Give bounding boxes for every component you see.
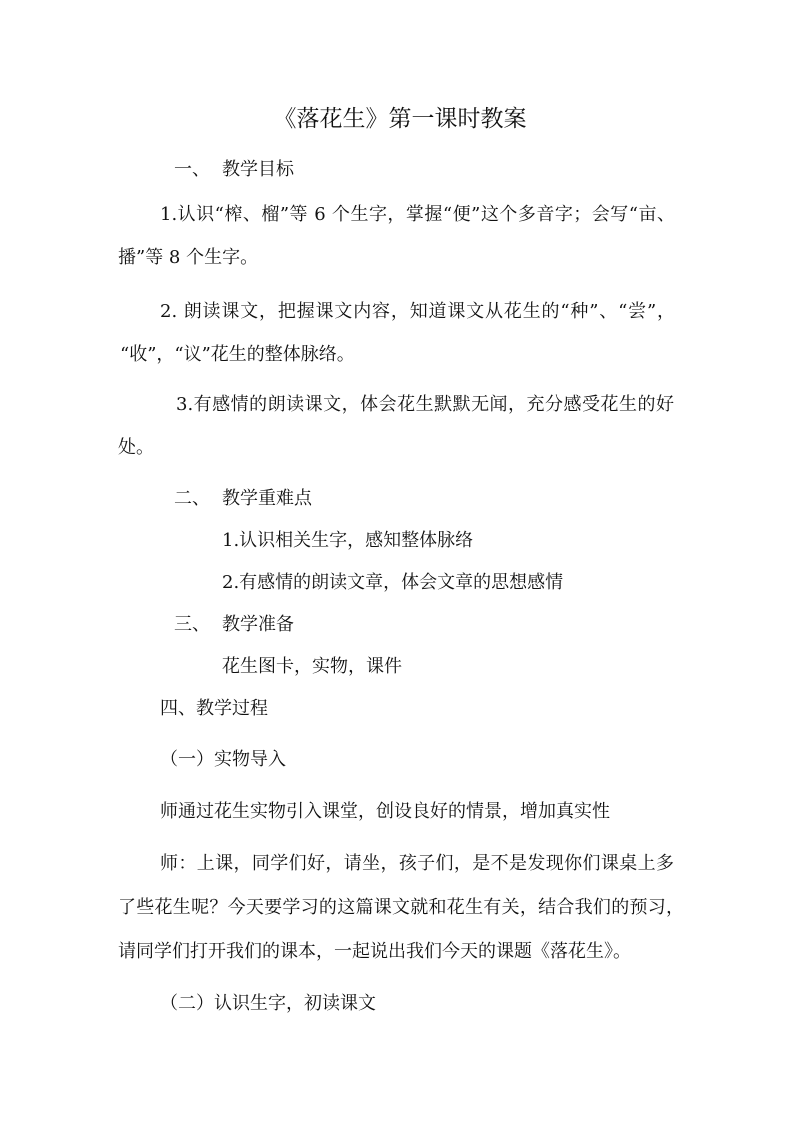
teacher-dialogue-line-3: 请同学们打开我们的课本，一起说出我们今天的课题《落花生》。	[118, 941, 631, 962]
objective-2-line-2: “收”，“议”花生的整体脉络。	[120, 344, 355, 365]
section-3-number: 三、	[174, 614, 210, 635]
subsection-1-text: 师通过花生实物引入课堂，创设良好的情景，增加真实性	[160, 801, 610, 822]
subsection-2-heading: （二）认识生字，初读课文	[160, 993, 376, 1014]
objective-3-line-1: 3.有感情的朗读课文，体会花生默默无闻，充分感受花生的好	[176, 394, 674, 415]
teacher-dialogue-line-2: 了些花生呢？今天要学习的这篇课文就和花生有关，结合我们的预习，	[118, 897, 684, 918]
section-1-heading: 教学目标	[222, 159, 294, 180]
section-4-heading: 四、教学过程	[160, 698, 268, 719]
section-2-number: 二、	[174, 488, 210, 509]
key-point-1: 1.认识相关生字，感知整体脉络	[222, 530, 474, 551]
document-title: 《落花生》第一课时教案	[273, 106, 527, 132]
section-1-number: 一、	[174, 159, 210, 180]
subsection-1-heading: （一）实物导入	[160, 749, 286, 770]
objective-3-line-2: 处。	[118, 437, 154, 458]
key-point-2: 2.有感情的朗读文章，体会文章的思想感情	[222, 572, 564, 593]
teacher-dialogue-line-1: 师：上课，同学们好，请坐，孩子们，是不是发现你们课桌上多	[160, 853, 674, 874]
preparation-item: 花生图卡，实物，课件	[222, 656, 402, 677]
objective-1-line-1: 1.认识“榨、榴”等 6 个生字，掌握“便”这个多音字；会写“亩、	[160, 204, 675, 225]
section-2-heading: 教学重难点	[222, 488, 312, 509]
section-3-heading: 教学准备	[222, 614, 294, 635]
objective-1-line-2: 播”等 8 个生字。	[118, 247, 259, 268]
objective-2-line-1: 2. 朗读课文，把握课文内容，知道课文从花生的“种”、“尝”，	[160, 301, 675, 322]
